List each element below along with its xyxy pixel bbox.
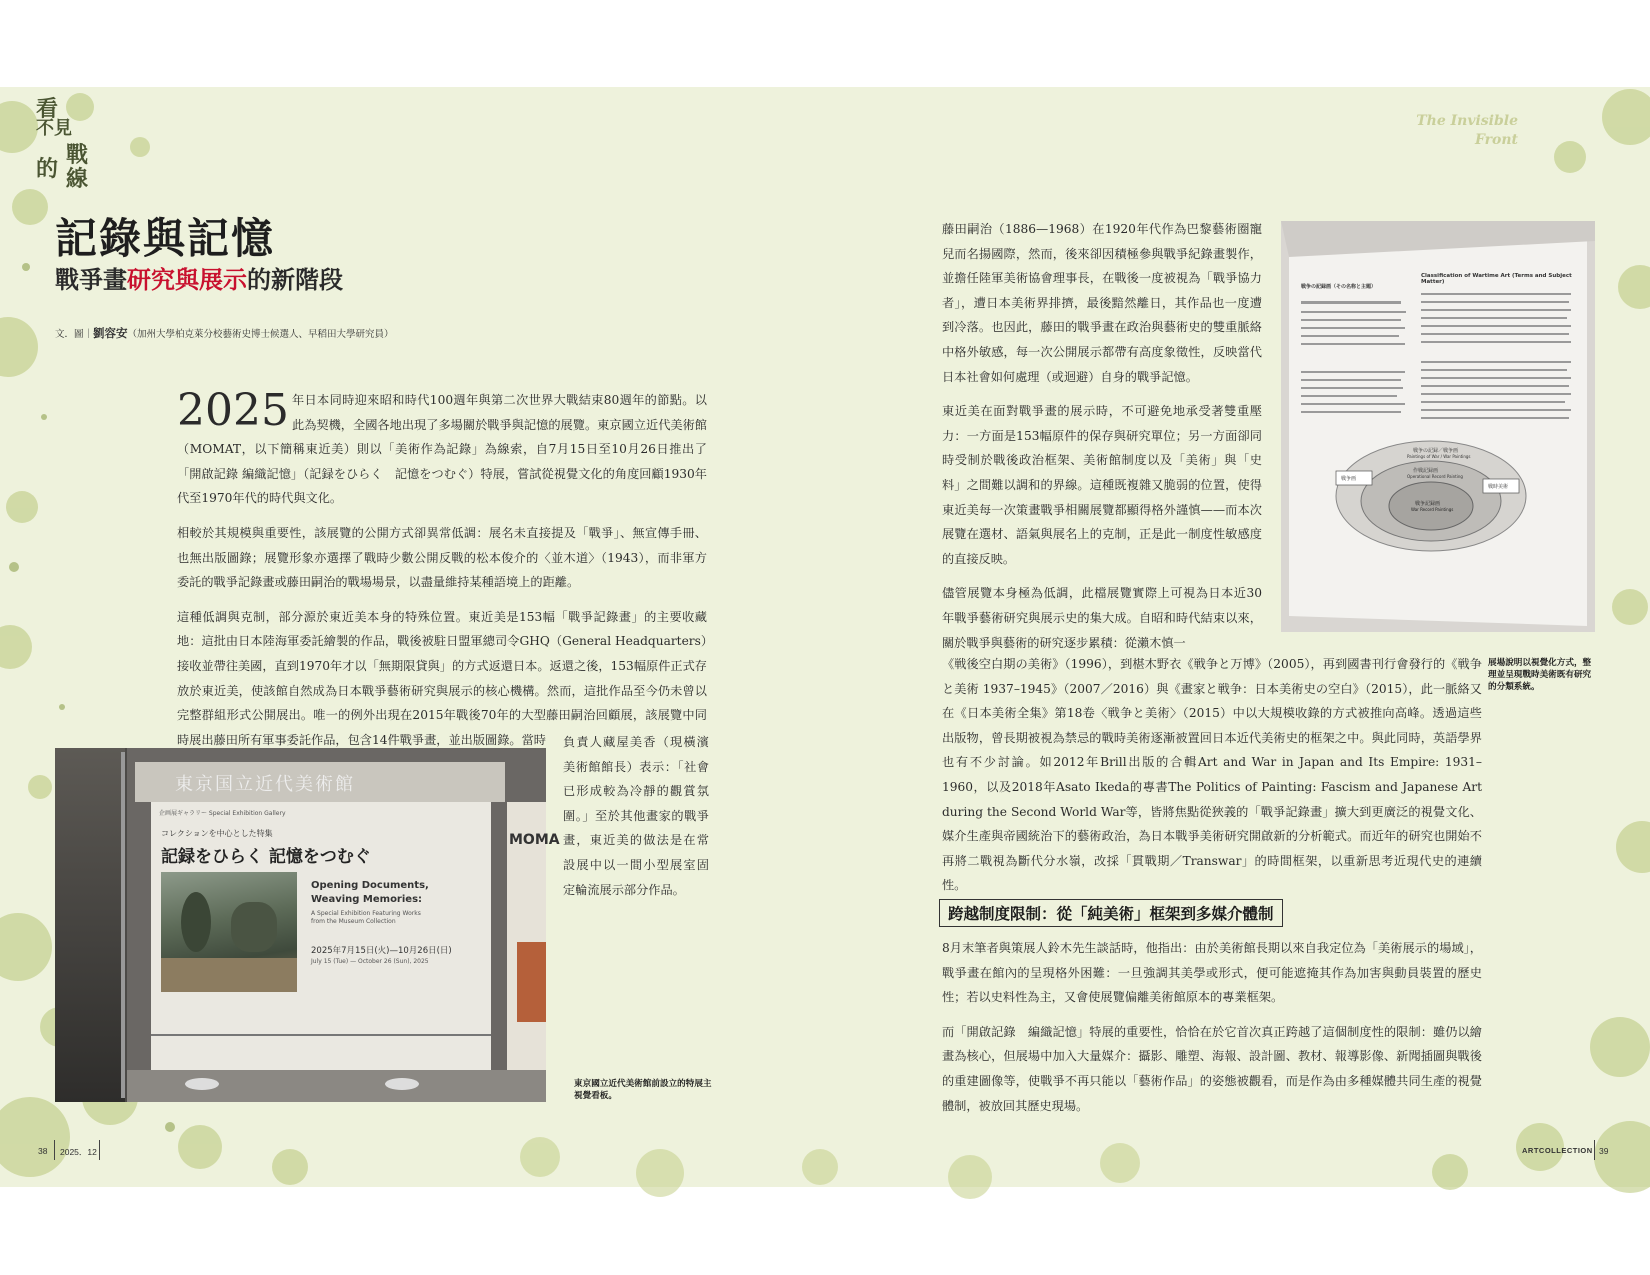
drop-cap-year: 2025 — [177, 385, 289, 436]
right-body-column-wide — [942, 652, 1482, 908]
paragraph-6-continued: 《戦後空白期の美術》（1996），到椹木野衣《戦争と万博》（2005），再到國書刊行會發行的《戦争と美術 1937–1945》（2007／2016）與《畫家と戦争：日本美術史の空白》（2015），此一脈絡又在《日本美術全集》第18卷〈戦争と美術〉（2015）中以大規模收錄的方式被推向高峰。透過這些出版物，曾長期被視為禁忌的戰時美術逐漸被置回日本近代美術史的框架之中。與此同時，英語學界也有不少討論。如2012年Brill出版的合輯Art and War in Japan and Its Empire: 1931–1960，以及2018年Asato Ikeda的專書The Politics of Painting: Fascism and Japanese Art during the Second World War等，皆將焦點從狹義的「戰爭記錄畫」擴大到更廣泛的視覺文化、媒介生產與帝國統治下的藝術政治，為日本戰爭美術研究開啟新的分析範式。而近年的研究也開始不再將二戰視為斷代分水嶺，改採「貫戰期／Transwar」的時間框架，以重新思考近現代史的連續性。 — [942, 657, 1482, 893]
left-page-number: 38 — [38, 1146, 48, 1156]
poster-painting — [161, 872, 297, 992]
paragraph-3-continued: 負責人藏屋美香（現橫濱美術館館長）表示：「社會已形成較為冷靜的觀賞氛圍。」至於其他畫家的戰爭畫，東近美的做法是在常設展中以一間小型展室固定輪流展示部分作品。 — [563, 735, 709, 897]
paragraph-1: 2025 年日本同時迎來昭和時代100週年與第二次世界大戰結束80週年的節點。以此為契機，全國各地出現了多場關於戰爭與記憶的展覽。東京國立近代美術館（MOMAT，以下簡稱東近美）則以「美術作為記錄」為線索，自7月15日至10月26日推出了「開啟記錄 編織記憶」（記録をひらく 記憶をつむぐ）特展，嘗試從視覺文化的角度回顧1930年代至1970年代的時代與文化。 — [177, 385, 707, 506]
poster-jp-title: 記録をひらく 記憶をつむぐ — [161, 847, 371, 867]
left-issue-date: 2025．12 — [60, 1147, 97, 1157]
paragraph-8: 而「開啟記錄 編織記憶」特展的重要性，恰恰在於它首次真正跨越了這個制度性的限制：雖仍以繪畫為核心，但展場中加入大量媒介：攝影、雕塑、海報、設計圖、教材、報導影像、新聞插圖與戰後的重建圖像等，使戰爭不再只能以「藝術作品」的姿態被觀看，而是作為由多種媒體共同生產的視覺體制，被放回其歷史現場。 — [942, 1024, 1482, 1113]
adjacent-poster: MOMA — [507, 802, 546, 1070]
museum-sign-strip — [135, 762, 505, 802]
paragraph-7: 8月末筆者與策展人鈴木先生談話時，他指出：由於美術館長期以來自我定位為「美術展示的場域」，戰爭畫在館內的呈現格外困難：一旦強調其美學或形式，便可能遮掩其作為加害與動員裝置的歷史性；若以史料性為主，又會使展覽偏離美術館原本的專業框架。 — [942, 941, 1482, 1005]
paragraph-2: 相較於其規模與重要性，該展覽的公開方式卻異常低調：展名未直接提及「戰爭」、無宣傳手冊、也無出版圖錄；展覽形象亦選擇了戰時少數公開反戰的松本俊介的〈並木道〉（1943），而非軍方委託的戰爭記錄畫或藤田嗣治的戰場場景，以盡量維持某種語境上的距離。 — [177, 525, 707, 590]
photo1-caption: 東京國立近代美術館前設立的特展主視覺看板。 — [574, 1079, 712, 1101]
left-body-column-continued — [563, 730, 709, 912]
paragraph-3: 這種低調與克制，部分源於東近美本身的特殊位置。東近美是153幅「戰爭記錄畫」的主要收藏地：這批由日本陸海軍委託繪製的作品，戰後被駐日盟軍總司令GHQ（General Headquarters）接收並帶往美國，直到1970年才以「無期限貸與」的方式返還日本。返還之後，153幅原件正式存放於東近美，使該館自然成為日本戰爭藝術研究與展示的核心機構。然而，這批作品至今仍未曾以完整群組形式公開展出。唯一的例外出現在2015年戰後70年的大型藤田嗣治回顧展，該展覽中同時展出藤田所有軍事委託作品，包含14件戰爭畫，並出版圖錄。當時 — [177, 609, 707, 747]
paragraph-6-start: 儘管展覽本身極為低調，此檔展覽實際上可視為日本近30年戰爭藝術研究與展示史的集大成。自昭和時代結束以來，關於戰爭與藝術的研究逐步累積：從瀨木慎一 — [942, 586, 1262, 650]
poster-dates: 2025年7月15日(火)—10月26日(日) — [311, 946, 452, 956]
paragraph-5: 東近美在面對戰爭畫的展示時，不可避免地承受著雙重壓力：一方面是153幅原件的保存與研究單位；另一方面卻同時受制於戰後政治框架、美術館制度以及「美術」與「史料」之間難以調和的界線。這種既複雜又脆弱的位置，使得東近美每一次策畫戰爭相關展覽都顯得格外謹慎——而本次展覽在選材、語氣與展名上的克制，正是此一制度性敏感度的直接反映。 — [942, 404, 1262, 566]
section-heading: 跨越制度限制：從「純美術」框架到多媒介體制 — [939, 899, 1283, 927]
byline: 文．圖｜劉容安（加州大學柏克萊分校藝術史博士候選人、早稻田大學研究員） — [55, 326, 394, 340]
left-body-column — [177, 385, 707, 762]
left-folio-rule-2 — [99, 1140, 100, 1160]
right-page-number: 39 — [1599, 1146, 1609, 1156]
subtitle-highlight: 研究與展示 — [127, 265, 247, 294]
photo-left-architecture — [55, 748, 125, 1102]
exhibition-poster: 企画展ギャラリー Special Exhibition Gallery コレクションを中心とした特集 記録をひらく 記憶をつむぐ Opening Documents, Weaving Memories: A Special Exhibition Featuring Works from the Museum Collection 2025年7月15日(火)—10月26日(日) July 15 (Tue) — October 26 (Sun), 2025 — [151, 802, 491, 1070]
series-title-en: The Invisible Front — [1416, 113, 1518, 148]
photo-frame-pole — [121, 752, 125, 1098]
photo2-caption: 展場說明以視覺化方式，整理並呈現戰時美術既有研究的分類系統。 — [1488, 658, 1592, 692]
right-body-column-bottom — [942, 936, 1482, 1128]
left-folio-rule — [54, 1140, 55, 1160]
page-subtitle: 戰爭畫研究與展示的新階段 — [55, 265, 343, 294]
classification-panel-photo: 戦争の記録画（その名称と主題） Classification of Wartime Art (Terms and Subject Matter) 戦争の記録／戦争画 Paintings of War / War Paintings 作戦記録画 Operational Record Painting 戦争記録画 War Record Paintings 戦争画 戦時美術 — [1281, 221, 1595, 632]
exhibition-signboard-photo — [55, 748, 560, 1102]
right-folio-rule — [1594, 1140, 1595, 1160]
author-name: 劉容安 — [93, 326, 128, 340]
series-logo: 看 不見 的 戰 線 — [36, 96, 89, 192]
museum-sign-text: 東京国立近代美術館 — [175, 774, 355, 795]
paragraph-4: 藤田嗣治（1886—1968）在1920年代作為巴黎藝術圈寵兒而名揚國際，然而，後來卻因積極參與戰爭紀錄畫製作，並擔任陸軍美術協會理事長，在戰後一度被視為「戰爭協力者」，遭日本美術界排擠，最後黯然離日，其作品也一度遭到冷落。也因此，藤田的戰爭畫在政治與藝術史的雙重脈絡中格外敏感，每一次公開展示都帶有高度象徵性，反映當代日本社會如何處理（或迴避）自身的戰爭記憶。 — [942, 222, 1262, 384]
right-body-column-top — [942, 217, 1262, 655]
magazine-name: ARTCOLLECTION — [1522, 1146, 1593, 1155]
page-title: 記錄與記憶 — [55, 214, 276, 263]
